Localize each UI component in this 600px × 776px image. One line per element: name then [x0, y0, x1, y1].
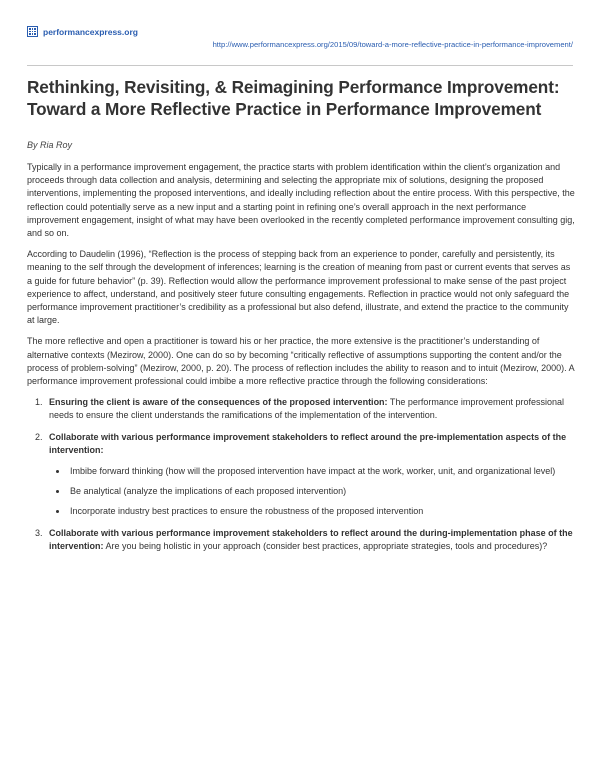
sub-bullet-item: Incorporate industry best practices to ensure the robustness of the proposed intervention: [49, 505, 575, 518]
site-name-link[interactable]: performancexpress.org: [43, 26, 138, 37]
list-item-lead: Ensuring the client is aware of the consequences of the proposed intervention:: [49, 397, 388, 408]
article-title: Rethinking, Revisiting, & Reimagining Performance Improvement: Toward a More Reflective Practice in Performance Improvement: [27, 77, 560, 119]
body-paragraph: According to Daudelin (1996), “Reflection is the process of stepping back from an experience to ponder, carefully and persistently, its meaning to the self through the development of inferences; learning is the creation of meaning from past or current events that serves as a guide for future behavior” (p. 39). Reflection would allow the performance improvement professional to make sense of the past project experience to affect, understand, and positively steer future consulting engagements. Reflection in practice would not only safeguard the performance improvement practitioner’s credibility as a professional but also defend, illustrate, and extend the practice to the community at large.: [27, 249, 571, 326]
list-item-text: Are you being holistic in your approach (consider best practices, appropriate strategies, tools and procedures)?: [103, 540, 548, 551]
article-byline: By Ria Roy: [27, 140, 73, 150]
list-item-lead: Collaborate with various performance improvement stakeholders to reflect around the during-implementation phase of the intervention:: [49, 527, 573, 551]
site-grid-icon: [27, 26, 38, 37]
sub-bullet-list: [49, 465, 575, 519]
list-item: [27, 396, 575, 422]
page-header: [27, 26, 573, 60]
list-number: 2.: [35, 431, 43, 442]
header-divider: [27, 65, 573, 66]
list-item-lead: Collaborate with various performance improvement stakeholders to reflect around the pre-implementation aspects of the intervention:: [49, 431, 567, 455]
considerations-list: [27, 396, 575, 553]
list-item-text: The performance improvement professional needs to ensure the client understands the ramifications of the implementation of the intervention.: [49, 397, 564, 421]
site-branding: [27, 26, 573, 37]
list-item: [27, 527, 575, 553]
body-paragraph: The more reflective and open a practitioner is toward his or her practice, the more extensive is the practitioner’s understanding of alternative contexts (Mezirow, 2000). One can do so by becoming “critically reflective of assumptions supporting the content and/or the process of problem-solving” (Mezirow, 2000, p. 20). The process of reflection includes the ability to reason and to intuit (Mezirow, 2000). A performance improvement professional could imbibe a more reflective practice through the following considerations:: [27, 336, 575, 387]
list-number: 1.: [35, 397, 43, 408]
sub-bullet-item: Be analytical (analyze the implications of each proposed intervention): [49, 485, 575, 498]
list-number: 3.: [35, 527, 43, 538]
body-paragraph: Typically in a performance improvement engagement, the practice starts with problem identification within the client’s organization and proceeds through data collection and analysis, determining and selecting the appropriate mix of solutions, designing the proposed interventions, implementing the proposed interventions, and ideally including reflection about the entire process. With this perspective, the reflection could potentially serve as a new input and a starting point in refining one’s overall approach in the next performance improvement engagement, insight of what may have been overlooked in the recently completed performance improvement consulting gig, and so on.: [27, 162, 575, 239]
article-body: [27, 161, 575, 561]
list-item: [27, 431, 575, 519]
source-url-link[interactable]: http://www.performancexpress.org/2015/09/toward-a-more-reflective-practice-in-performance-improvement/: [212, 40, 573, 49]
sub-bullet-item: Imbibe forward thinking (how will the proposed intervention have impact at the work, worker, unit, and organizational level): [49, 465, 575, 478]
